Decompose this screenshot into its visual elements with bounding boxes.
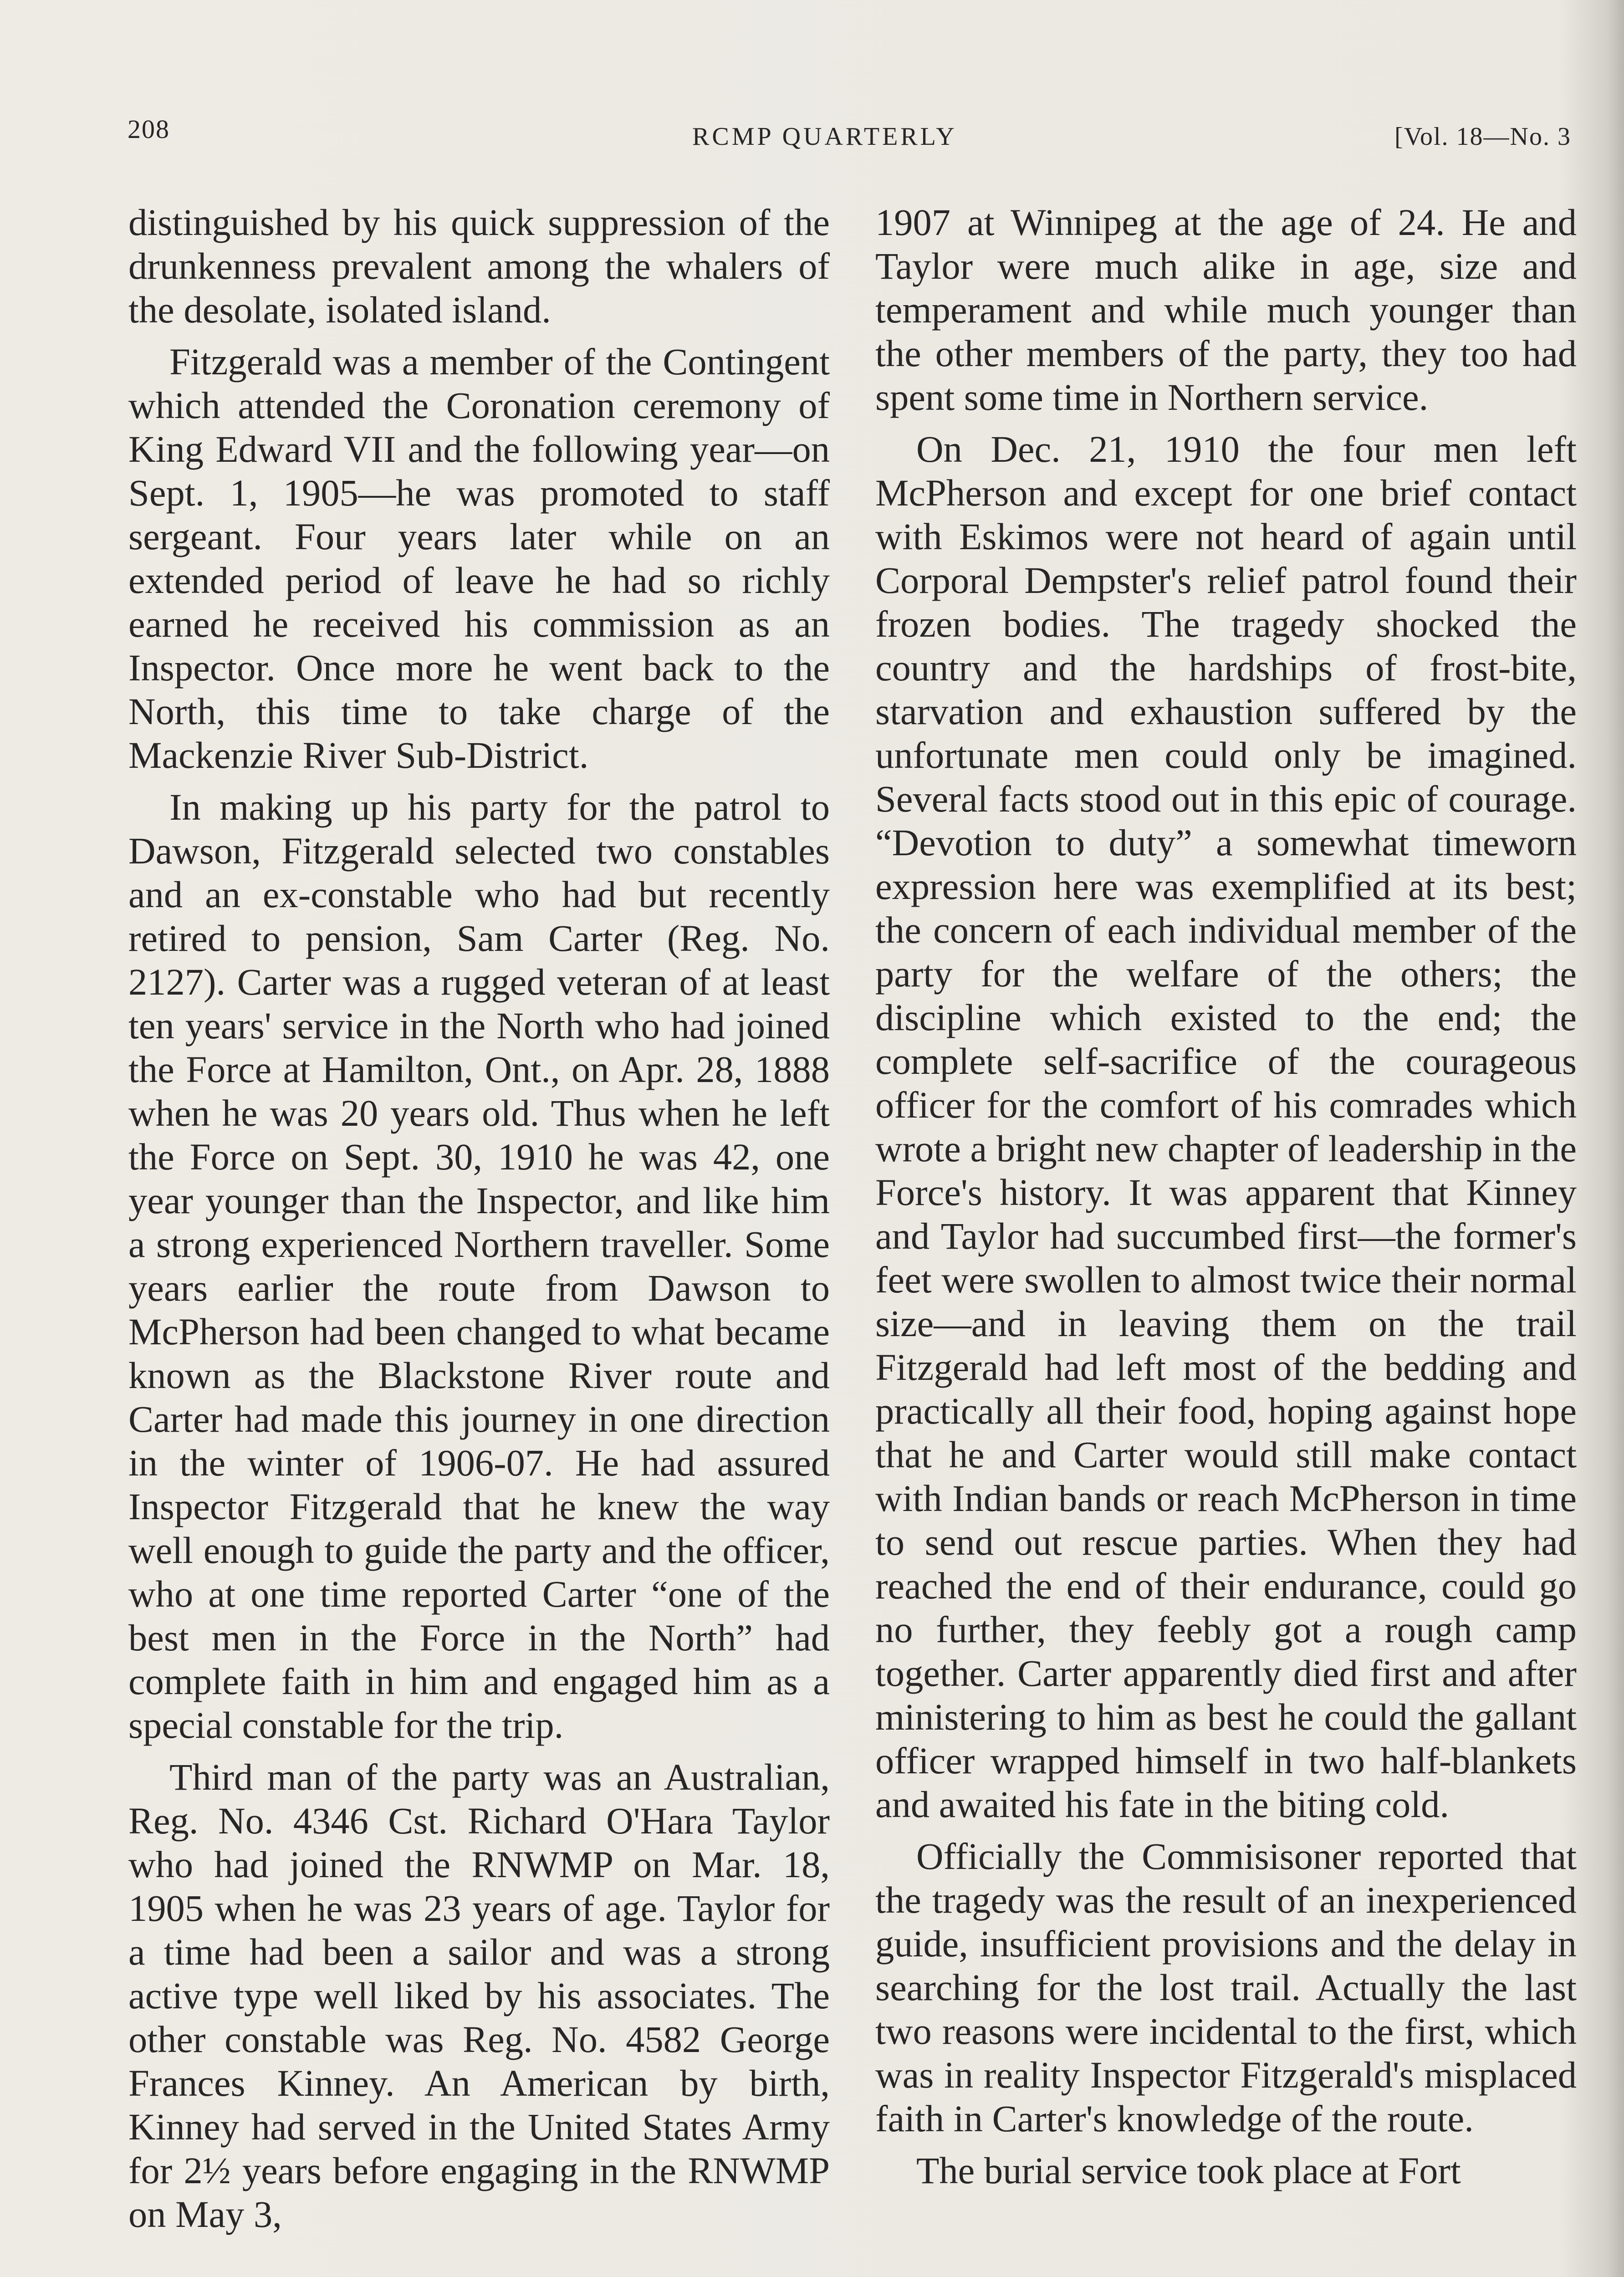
left-column <box>128 200 830 2236</box>
paragraph: Officially the Commisisoner reported that the tragedy was the result of an inexperienced guide, insufficient provisions and the delay in searching for the lost trail. Actually the last two reasons were incidental to the first, which was in reality Inspector Fitzgerald's misplaced faith in Carter's knowledge of the route. <box>875 1835 1577 2139</box>
right-column <box>875 200 1577 2192</box>
paragraph: The burial service took place at Fort <box>916 2149 1461 2191</box>
running-header <box>128 114 1571 159</box>
journal-title: RCMP QUARTERLY <box>692 123 957 151</box>
page-number: 208 <box>128 114 170 144</box>
volume-issue: [Vol. 18—No. 3 <box>1394 123 1571 151</box>
paragraph: 1907 at Winnipeg at the age of 24. He and Taylor were much alike in age, size and temperament and while much younger than the other members of the party, they too had spent some time in Northern service. <box>875 201 1577 418</box>
paragraph: Third man of the party was an Australian, Reg. No. 4346 Cst. Richard O'Hara Taylor who had joined the RNWMP on Mar. 18, 1905 when he was 23 years of age. Taylor for a time had been a sailor and was a strong active type well liked by his associates. The other constable was Reg. No. 4582 George Frances Kinney. An American by birth, Kinney had served in the United States Army for 2½ years before engaging in the RNWMP on May 3, <box>128 1756 830 2235</box>
paragraph: Fitzgerald was a member of the Contingent which attended the Coronation ceremony of King Edward VII and the following year—on Sept. 1, 1905—he was promoted to staff sergeant. Four years later while on an extended period of leave he had so richly earned he received his commission as an Inspector. Once more he went back to the North, this time to take charge of the Mackenzie River Sub-District. <box>128 341 830 776</box>
paragraph: On Dec. 21, 1910 the four men left McPherson and except for one brief contact with Eskimos were not heard of again until Corporal Dempster's relief patrol found their frozen bodies. The tragedy shocked the country and the hardships of frost-bite, starvation and exhaustion suffered by the unfortunate men could only be imagined. Several facts stood out in this epic of courage. “Devotion to duty” a somewhat timeworn expression here was exemplified at its best; the concern of each individual member of the party for the welfare of the others; the discipline which existed to the end; the complete self-sacrifice of the courageous officer for the comfort of his comrades which wrote a bright new chapter of leadership in the Force's history. It was apparent that Kinney and Taylor had succumbed first—the former's feet were swollen to almost twice their normal size—and in leaving them on the trail Fitzgerald had left most of the bedding and practically all their food, hoping against hope that he and Carter would still make contact with Indian bands or reach McPherson in time to send out rescue parties. When they had reached the end of their endurance, could go no further, they feebly got a rough camp together. Carter apparently died first and after ministering to him as best he could the gallant officer wrapped himself in two half-blankets and awaited his fate in the biting cold. <box>875 428 1577 1825</box>
paragraph: distinguished by his quick suppression of the drunkenness prevalent among the whalers of the desolate, isolated island. <box>128 201 830 331</box>
paragraph: In making up his party for the patrol to Dawson, Fitzgerald selected two constables and an ex-constable who had but recently retired to pension, Sam Carter (Reg. No. 2127). Carter was a rugged veteran of at least ten years' service in the North who had joined the Force at Hamilton, Ont., on Apr. 28, 1888 when he was 20 years old. Thus when he left the Force on Sept. 30, 1910 he was 42, one year younger than the Inspector, and like him a strong experienced Northern traveller. Some years earlier the route from Dawson to McPherson had been changed to what became known as the Blackstone River route and Carter had made this journey in one direction in the winter of 1906-07. He had assured Inspector Fitzgerald that he knew the way well enough to guide the party and the officer, who at one time reported Carter “one of the best men in the Force in the North” had complete faith in him and engaged him as a special constable for the trip. <box>128 786 830 1746</box>
